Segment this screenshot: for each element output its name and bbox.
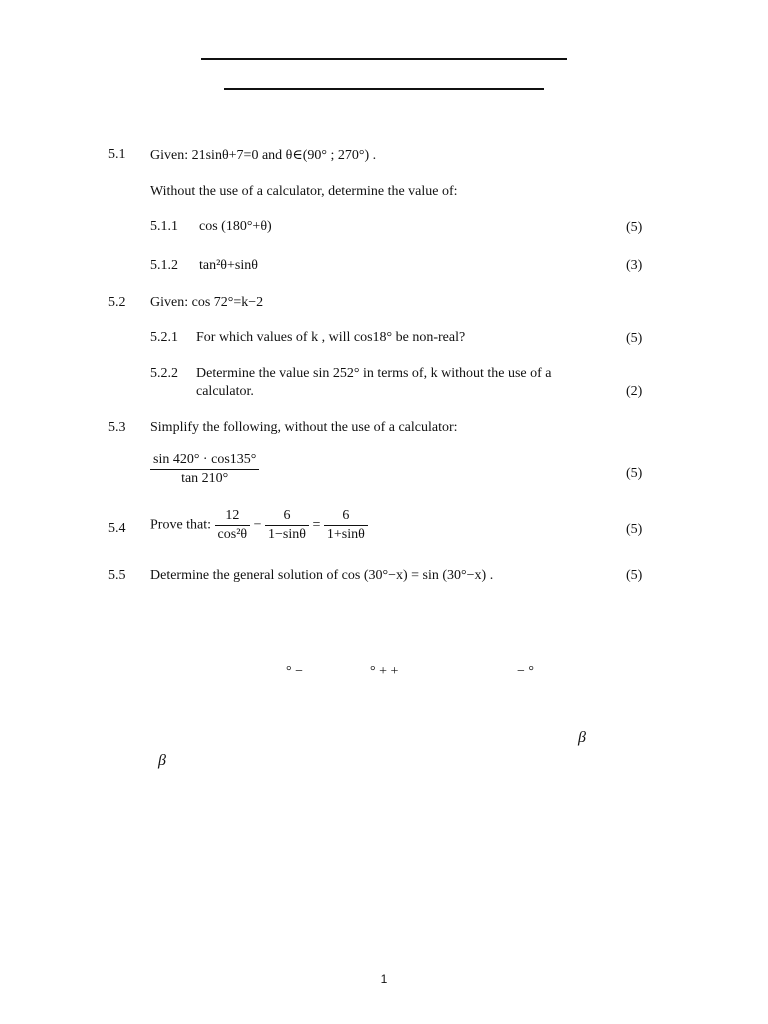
subquestion-number: 5.2.1 [150, 330, 178, 345]
stray-fragment: ° + + [370, 664, 399, 679]
fraction-denominator: tan 210° [150, 469, 259, 487]
subquestion-number: 5.2.2 [150, 366, 178, 381]
fraction [215, 508, 251, 543]
fraction-numerator: sin 420° · cos135° [153, 452, 257, 467]
beta-symbol: β [578, 729, 586, 746]
subquestion-text-continued: calculator. [196, 384, 254, 399]
marks: (5) [626, 568, 643, 583]
fraction-denominator: 1−sinθ [265, 525, 309, 543]
marks: (5) [626, 522, 643, 537]
stray-fragment: − ° [517, 664, 534, 679]
question-number: 5.2 [108, 295, 126, 310]
operator-minus: − [253, 517, 262, 533]
header-rule-top [201, 58, 567, 60]
marks: (5) [626, 220, 643, 235]
question-given: Given: cos 72°=k−2 [150, 295, 264, 310]
fraction-numerator: 6 [342, 508, 350, 523]
question-number: 5.1 [108, 147, 126, 162]
marks: (2) [626, 384, 643, 399]
proof-prefix: Prove that: [150, 517, 212, 533]
stray-fragment: ° − [286, 664, 303, 679]
page-number: 1 [380, 972, 388, 986]
fraction-numerator: 6 [283, 508, 291, 523]
subquestion-number: 5.1.2 [150, 258, 178, 273]
subquestion-text: tan²θ+sinθ [199, 258, 258, 273]
fraction-denominator: cos²θ [215, 525, 251, 543]
marks: (3) [626, 258, 643, 273]
beta-symbol: β [158, 752, 166, 769]
fraction [150, 452, 259, 487]
question-instruction: Without the use of a calculator, determine the value of: [150, 184, 458, 199]
question-number: 5.5 [108, 568, 126, 583]
subquestion-text: Determine the value sin 252° in terms of, k without the use of a [196, 366, 552, 381]
fraction [265, 508, 309, 543]
fraction [324, 508, 368, 543]
subquestion-text: cos (180°+θ) [199, 219, 272, 234]
proof-expression [150, 508, 368, 543]
fraction-denominator: 1+sinθ [324, 525, 368, 543]
question-number: 5.4 [108, 521, 126, 536]
fraction-numerator: 12 [225, 508, 240, 523]
subquestion-number: 5.1.1 [150, 219, 178, 234]
question-text: Determine the general solution of cos (30°−x) = sin (30°−x) . [150, 568, 494, 583]
marks: (5) [626, 331, 643, 346]
question-text: Simplify the following, without the use of a calculator: [150, 420, 458, 435]
question-given: Given: 21sinθ+7=0 and θ∈(90° ; 270°) . [150, 148, 377, 163]
header-rule-bottom [224, 88, 544, 90]
fraction-expression [150, 452, 259, 487]
subquestion-text: For which values of k , will cos18° be non-real? [196, 330, 466, 345]
operator-equals: = [312, 517, 321, 533]
marks: (5) [626, 466, 643, 481]
question-number: 5.3 [108, 420, 126, 435]
